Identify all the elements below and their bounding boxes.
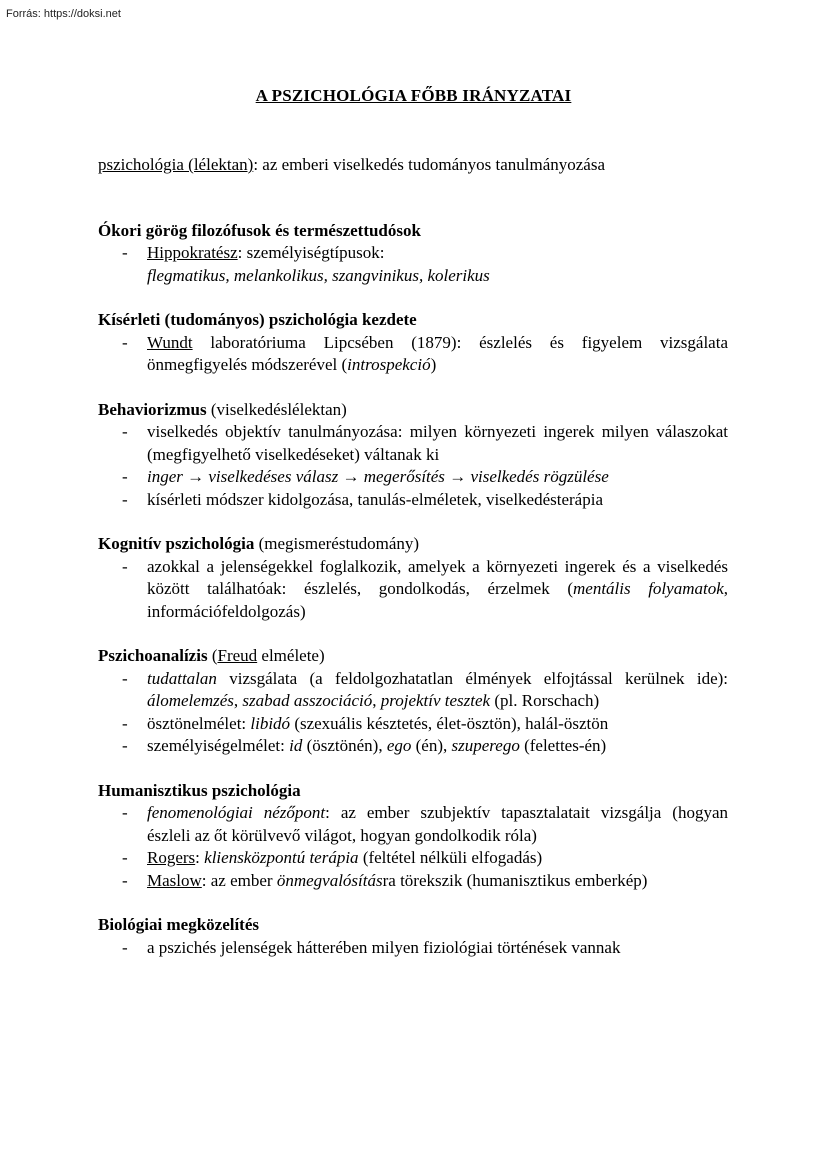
chain-step: inger	[147, 467, 183, 486]
item-text: (pl. Rorschach)	[490, 691, 600, 710]
list-dash: -	[122, 467, 128, 486]
heading-sub: (megismeréstudomány)	[254, 534, 420, 553]
list-dash: -	[122, 848, 128, 867]
arrow-icon: →	[187, 467, 205, 486]
person-freud: Freud	[217, 646, 258, 665]
item-italic: kliensközpontú terápia	[204, 848, 359, 867]
item-text: (szexuális késztetés, élet-ösztön), halál-ösztön	[290, 713, 609, 733]
item-text: laboratóriuma Lipcsében (1879): észlelés és figyelem vizsgálata önmegfigyelés módszerével (	[147, 332, 728, 374]
item-text: kísérleti módszer kidolgozása, tanulás-elméletek, viselkedésterápia	[147, 489, 603, 509]
section-heading-experimental: Kísérleti (tudományos) pszichológia kezdete	[98, 310, 417, 329]
list-item	[98, 668, 728, 713]
item-text: ra törekszik (humanisztikus emberkép)	[382, 870, 648, 890]
chain-step: viselkedés rögzülése	[470, 467, 609, 486]
item-text: ,	[233, 691, 243, 710]
item-text: (ösztönén),	[302, 736, 387, 755]
person-rogers: Rogers	[147, 848, 196, 867]
item-text: ,	[372, 691, 381, 710]
list-item	[98, 466, 728, 489]
item-italic: szabad asszociáció	[242, 691, 373, 710]
heading-text: Kognitív pszichológia	[98, 534, 255, 553]
heading-sub: (	[207, 646, 218, 665]
section-heading-behaviorism	[98, 399, 728, 422]
list-dash: -	[122, 489, 128, 509]
document-body	[98, 154, 728, 959]
list-dash: -	[122, 668, 128, 688]
item-text: személyiségelmélet:	[147, 736, 290, 755]
item-italic: ego	[386, 736, 412, 755]
item-italic: introspekció	[347, 355, 431, 374]
chain-step: viselkedéses válasz	[208, 467, 339, 486]
item-italic: önmegvalósítás	[276, 870, 383, 890]
list-item	[98, 713, 728, 736]
item-text: (felettes-én)	[519, 736, 607, 755]
list-dash: -	[122, 332, 128, 352]
item-text: viselkedés objektív tanulmányozása: milyen környezeti ingerek milyen válaszokat (megfigyelhető viselkedéseket) váltanak ki	[147, 422, 728, 464]
person-maslow: Maslow	[147, 870, 202, 890]
list-item	[98, 847, 728, 870]
item-italic: fenomenológiai nézőpont	[147, 803, 326, 822]
item-text: ösztönelmélet:	[147, 713, 251, 733]
item-text: )	[430, 355, 437, 374]
list-dash: -	[122, 243, 128, 262]
list-dash: -	[122, 870, 128, 890]
list-dash: -	[122, 556, 128, 576]
page-title: A PSZICHOLÓGIA FŐBB IRÁNYZATAI	[255, 86, 572, 105]
list-item	[98, 332, 728, 377]
section-heading-psychoanalysis	[98, 645, 728, 668]
section-heading-humanistic: Humanisztikus pszichológia	[98, 780, 301, 800]
arrow-icon: →	[449, 467, 467, 486]
item-italic: mentális folyamatok	[573, 579, 724, 598]
list-item	[98, 870, 728, 893]
section-heading-biological: Biológiai megközelítés	[98, 915, 260, 934]
list-item	[98, 937, 728, 960]
heading-sub: (viselkedéslélektan)	[206, 399, 347, 419]
item-text: a pszichés jelenségek hátterében milyen fiziológiai történések vannak	[147, 937, 621, 957]
definition-text: : az emberi viselkedés tudományos tanulmányozása	[253, 155, 606, 174]
source-note: Forrás: https://doksi.net	[6, 8, 121, 20]
item-text: : személyiségtípusok:	[237, 243, 385, 262]
temperament-types: flegmatikus, melankolikus, szangvinikus, kolerikus	[147, 265, 490, 285]
item-text: azokkal a jelenségekkel foglalkozik, amelyek a környezeti ingerek és a viselkedés között találhatóak: észlelés, gondolkodás, érzelmek (	[147, 556, 728, 598]
heading-text: Pszichoanalízis	[98, 646, 208, 665]
person-hippokrates: Hippokratész	[147, 243, 238, 262]
item-text: : az ember	[201, 870, 277, 890]
section-heading-cognitive	[98, 533, 728, 556]
item-italic: álomelemzés	[147, 691, 234, 710]
heading-sub: elmélete)	[257, 646, 325, 665]
chain-step: megerősítés	[363, 467, 445, 486]
list-item	[98, 421, 728, 466]
arrow-icon: →	[342, 467, 360, 486]
item-text: , információfeldolgozás)	[147, 579, 728, 621]
item-italic: tudattalan	[147, 668, 217, 688]
list-dash: -	[122, 937, 128, 957]
item-text: : az ember szubjektív tapasztalatait vizsgálja (hogyan észleli az őt körülvevő világot, hogyan gondolkodik róla)	[147, 803, 728, 845]
list-item	[98, 735, 728, 758]
item-italic: szuperego	[451, 736, 520, 755]
list-dash: -	[122, 736, 128, 755]
list-item	[98, 489, 728, 512]
item-text: (én),	[411, 736, 452, 755]
list-dash: -	[122, 803, 128, 822]
section-heading-ancient: Ókori görög filozófusok és természettudósok	[98, 220, 421, 240]
item-text: :	[195, 848, 205, 867]
item-italic: id	[289, 736, 303, 755]
list-dash: -	[122, 713, 128, 733]
person-wundt: Wundt	[147, 332, 193, 352]
list-item	[98, 242, 728, 287]
list-dash: -	[122, 422, 128, 441]
item-text: vizsgálata (a feldolgozhatatlan élmények elfojtással kerülnek ide):	[216, 668, 728, 688]
heading-text: Behaviorizmus	[98, 399, 207, 419]
definition-term: pszichológia (lélektan)	[98, 155, 254, 174]
list-item	[98, 556, 728, 624]
item-italic: libidó	[250, 713, 291, 733]
item-italic: projektív tesztek	[380, 691, 491, 710]
definition	[98, 154, 728, 177]
list-item	[98, 802, 728, 847]
item-text: (feltétel nélküli elfogadás)	[358, 848, 543, 867]
